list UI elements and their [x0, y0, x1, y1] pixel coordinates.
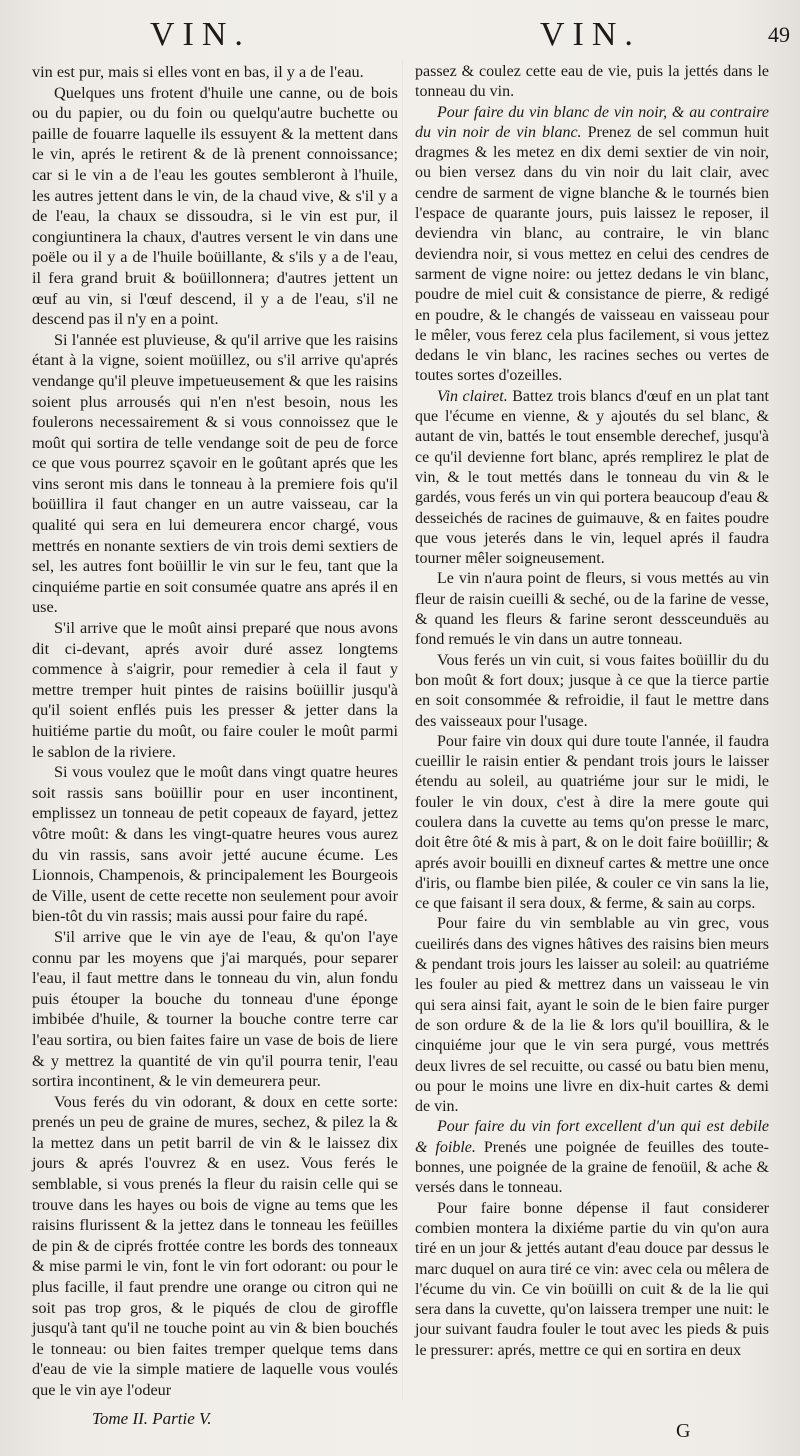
paragraph-text: passez & coulez cette eau de vie, puis la jettés dans le tonneau du vin. — [415, 63, 769, 101]
paragraph — [32, 618, 398, 762]
running-head-left: VIN. — [150, 16, 251, 53]
paragraph — [32, 62, 398, 83]
paragraph-text: S'il arrive que le moût ainsi preparé que nous avons dit ci-devant, aprés avoir duré assez longtems commence à s'aigrir, pour remedier à cela il faut y mettre tremper huit pintes de raisins boüillir jusqu'à qu'il soient enflés puis les presser & jetter dans la huitiéme partie du moût, ou faire couler le moût parmi le sablon de la riviere. — [32, 619, 398, 761]
paragraph-text: Pour faire bonne dépense il faut considerer combien montera la dixiéme partie du vin qu'on aura tiré en un jour & jettés autant d'eau douce par dessus le marc duquel on aura tiré ce vin: avec cela ou mêlera de l'écume du vin. Ce vin boüilli on cuit & de la lie qui sera dans la cuvette, qu'on laissera tremper une nuit: le jour suivant faudra fouler le tout avec les pieds & puis le pressurer: aprés, mettre ce qui en sortira en deux — [415, 1199, 769, 1359]
paragraph — [415, 62, 769, 103]
paragraph-text: Le vin n'aura point de fleurs, si vous mettés au vin fleur de raisin cueilli & seché, ou de la farine de vesse, & quand les fleurs & farine seront dessceunduës au fond remués le vin dans un autre tonneau. — [415, 570, 769, 649]
paragraph-text: Quelques uns frotent d'huile une canne, ou de bois ou du papier, ou du foin ou quelqu'autre buchette ou paille de fouarre laquelle ils essuyent & la mettent dans le vin, aprés le retirent & de là prenent connoissance; car si le vin a de l'eau les goutes sembleront à l'huile, les autres jettent dans le vin, de la chaud vive, & s'il y a de l'eau, la chaux se dissoudra, si le vin est pur, il congiuntinera la chaux, d'autres versent le vin dans une poële ou il y a de l'huile boüillante, & s'ils y a de l'eau, il fera grand bruit & boüillonnera; d'autres jettent un œuf au vin, si l'œuf descend, il y a de l'eau, s'il ne descend pas il n'y en a point. — [32, 83, 398, 329]
paragraph — [32, 330, 398, 618]
paragraph-text: S'il arrive que le vin aye de l'eau, & qu'on l'aye connu par les moyens que j'ai marqués, pour separer l'eau, il faut mettre dans le tonneau du vin, alun fondu puis étouper la bouche du tonneau d'une éponge imbibée d'huile, & tourner la bouche contre terre car l'eau sortira, ou bien faites faire un vase de bois de liere & y mettrez la quantité de vin qu'il pourra tenir, l'eau sortira incontinent, & le vin demeurera peur. — [32, 927, 398, 1091]
paragraph — [415, 103, 769, 387]
italic-heading: Pour faire du vin blanc de vin noir, & au contraire du vin noir de vin blanc. — [415, 103, 769, 141]
right-column — [415, 62, 769, 1361]
paragraph — [415, 569, 769, 650]
signature-mark: G — [676, 1420, 691, 1442]
paragraph — [415, 914, 769, 1117]
paragraph-text: Prenés une poignée de feuilles des toute-bonnes, une poignée de la graine de fenoüil, & ache & versés dans le tonneau. — [415, 1138, 770, 1197]
column-gutter — [402, 60, 403, 1400]
paragraph — [415, 732, 769, 915]
volume-footer: Tome II. Partie V. — [92, 1409, 212, 1428]
paragraph-text: Pour faire du vin semblable au vin grec, vous cueilirés dans des vignes hâtives des raisins bien meurs & pendant trois jours les laisser au soleil: au quatriéme les fouler au pied & mettrez dans un vaisseau le vin qui sera ainsi fait, ayant le soin de le bien faire purger de son ordure & de la lie & lors qu'il bouillira, & le cinquiéme jour que le vin sera purgé, vous mettrés deux livres de sel recuitte, ou cassé ou batu bien menu, ou pour le moins une livre en dix-huit cartes & demi de vin. — [415, 915, 769, 1116]
paragraph-text: Pour faire vin doux qui dure toute l'année, il faudra cueillir le raisin entier & pendant trois jours le laisser étendu au soleil, au quatriéme jour sur le midi, le fouler le vin doux, c'est à dire la mere goute qui coulera dans la cuvette au tems qu'on presse le marc, doit être ôté & mis à part, & on le doit faire boüillir; & aprés avoir bouilli en dixneuf cartes & mettre une once d'iris, ou flambe bien pilée, & couler ce vin sans la lie, ce que faisant il sera doux, & ferme, & sain au corps. — [415, 732, 769, 913]
paragraph — [32, 83, 398, 330]
left-column — [32, 62, 398, 1401]
paragraph-text: Si l'année est pluvieuse, & qu'il arrive que les raisins étant à la vigne, soient moüillez, ou s'il arrive qu'aprés vendange qu'il pleuve impetueusement & que les raisins soient plus arrousés qui n'en n'est besoin, nous les foulerons necessairement & si vous connoissez que le moût qui sortira de telle vendange soit de peu de force ce que vous pourrez sçavoir en le goûtant aprés que les vins seront mis dans le tonneau à la premiere fois qu'il boüillira il faut changer en un autre vaisseau, car la qualité qui sera en lui demeurera encor chargé, vous mettrés en nonante sextiers de vin trois demi sextiers de sel, les autres font boüillir le vin sur le feu, tant que la cinquiéme partie en soit consumée quatre ans aprés il en use. — [32, 330, 398, 617]
italic-heading: Pour faire du vin fort excellent d'un qui est debile & foible. — [415, 1118, 769, 1156]
running-head-right: VIN. — [540, 16, 641, 53]
paragraph — [415, 651, 769, 732]
paragraph-text: Vous ferés du vin odorant, & doux en cette sorte: prenés un peu de graine de mures, sechez, & pilez la & la mettez dans un petit barril de vin & le laissez dix jours & aprés l'ouvrez & en usez. Vous ferés le semblable, si vous prenés la fleur du raisin celle qui se trouve dans les hayes ou bois de vigne au tems que les raisins flurissent & la jettez dans le tonneau les feüilles de pin & de ciprés frottée contre les bords des tonneaux & mise parmi le vin, font le vin fort odorant: ou pour le plus facille, il faut prendre une orange ou citron qui ne soit pas trop gros, & le piqués de clou de giroffle jusqu'à tant qu'il ne touche point au vin & bien bouchés le tonneau: ou bien faites tremper quelque tems dans d'eau de vie la simple matiere de laquelle vous voulés que le vin aye l'odeur — [32, 1092, 398, 1399]
paragraph — [32, 762, 398, 927]
paragraph-text: Vous ferés un vin cuit, si vous faites boüillir du du bon moût & fort doux; jusque à ce que la tierce partie en soit consommée & refroidie, il faut le mettre dans des vaisseaux pour l'usage. — [415, 651, 769, 730]
paragraph — [415, 387, 769, 570]
paragraph — [32, 927, 398, 1092]
italic-heading: Vin clairet. — [437, 387, 508, 405]
paragraph-text: Prenez de sel commun huit dragmes & les metez en dix demi sextier de vin noir, ou bien versez dans du vin noir du lait clair, avec cendre de sarment de vigne blanche & le tournés bien l'espace de quarante jours, puis laissez le reposer, il deviendra vin blanc, au contraire, le vin blanc deviendra noir, si vous mettez en celui des cendres de sarment de vigne noire: ou jettez dedans le vin blanc, poudre de miel cuit & consistance de pierre, & redigé en poudre, & le changés de vaisseau en vaisseau pour le mêler, vous ferez cela plus facilement, si vous jettez dedans le vin blanc, les racines seches ou vertes de toutes sortes d'ozeilles. — [415, 123, 769, 385]
page-number: 49 — [768, 22, 790, 47]
paragraph — [32, 1092, 398, 1401]
paragraph-text: Battez trois blancs d'œuf en un plat tant que l'écume en vienne, & y ajoutés du sel blanc, & autant de vin, battés le tout ensemble derechef, jusqu'à ce qu'il devienne fort blanc, aprés remplirez le plat de vin, & le tout mettés dans le tonneau du vin & le gardés, vous ferés un vin qui portera beaucoup d'eau & desseichés de racines de guimauve, & en faites poudre que vous jeterés dans le vin, lequel aprés il faudra tourner mêler soigneusement. — [415, 387, 769, 568]
paragraph-text: vin est pur, mais si elles vont en bas, il y a de l'eau. — [32, 63, 364, 81]
paragraph — [415, 1117, 769, 1198]
paragraph — [415, 1199, 769, 1361]
paragraph-text: Si vous voulez que le moût dans vingt quatre heures soit rassis sans boüillir pour en user incontinent, emplissez un tonneau de petit copeaux de fayard, jettez vôtre moût: & dans les vingt-quatre heures vous aurez du vin rassis, sans avoir jetté aucune écume. Les Lionnois, Champenois, & principalement les Bourgeois de Ville, usent de cette recette non seulement pour avoir bien-tôt du vin rassis; mais aussi pour faire du rapé. — [32, 763, 398, 926]
